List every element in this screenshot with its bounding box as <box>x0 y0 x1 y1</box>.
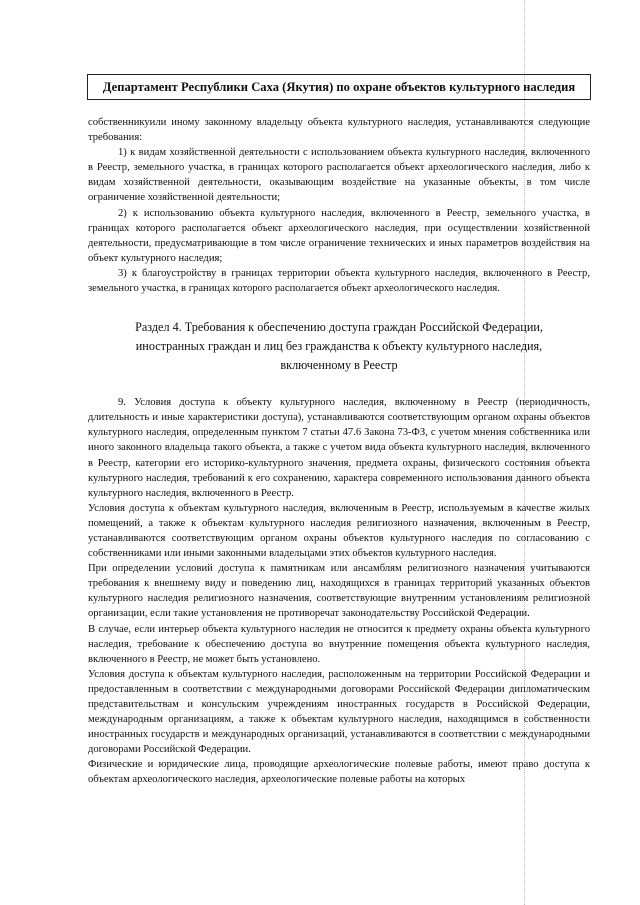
paragraph-access-residential: Условия доступа к объектам культурного наследия, включенным в Реестр, используемым в качестве жилых помещений, а также к объектам культурного наследия религиозного назначения, включенным в Реестр, устанавливаются соответствующим органом охраны объектов культурного наследия по согласованию с собственниками или иными законными владельцами этих объектов культурного наследия. <box>88 502 590 560</box>
department-header <box>87 74 591 100</box>
document-body <box>88 115 590 788</box>
paragraph-9: 9. Условия доступа к объекту культурного наследия, включенному в Реестр (периодичность, длительность и иные характеристики доступа), устанавливаются соответствующим органом охраны объектов культурного наследия, определенным пунктом 7 статьи 47.6 Закона 73-ФЗ, с учетом мнения собственника или иного законного владельца такого объекта, а также с учетом вида объекта культурного наследия, включенного в Реестр, категории его историко-культурного значения, предмета охраны, физического состояния объекта культурного наследия, требований к его сохранению, характера современного использования данного объекта культурного наследия, включенного в Реестр. <box>88 397 590 499</box>
paragraph-interior: В случае, если интерьер объекта культурного наследия не относится к предмету охраны объекта культурного наследия, требование к обеспечению доступа во внутренние помещения объекта культурного наследия, включенного в Реестр, не может быть установлено. <box>88 623 590 665</box>
paragraph-item-2: 2) к использованию объекта культурного наследия, включенного в Реестр, земельного участка, в границах которого располагается объект археологического наследия, при осуществлении хозяйственной деятельности, предусматривающие в том числе ограничение технических и иных параметров воздействия на объект культурного наследия; <box>88 207 590 264</box>
paragraph-intro: собственникуили иному законному владельцу объекта культурного наследия, устанавливаются следующие требования: <box>88 117 590 144</box>
paragraph-item-1: 1) к видам хозяйственной деятельности с использованием объекта культурного наследия, включенного в Реестр, земельного участка, в границах которого располагается объект археологического наследия, либо к видам хозяйственной деятельности, оказывающим воздействие на указанные объекты, в том числе ограничение хозяйственной деятельности; <box>88 147 590 204</box>
paragraph-item-3: 3) к благоустройству в границах территории объекта культурного наследия, включенного в Реестр, земельного участка, в границах которого располагается объект археологического наследия. <box>88 267 590 295</box>
section-heading: Раздел 4. Требования к обеспечению доступа граждан Российской Федерации, иностранных граждан и лиц без гражданства к объекту культурного наследия, включенному в Реестр <box>135 320 543 373</box>
department-title: Департамент Республики Саха (Якутия) по охране объектов культурного наследия <box>102 79 576 94</box>
paragraph-access-religious: При определении условий доступа к памятникам или ансамблям религиозного назначения учитываются требования к внешнему виду и поведению лиц, находящихся в границах территорий указанных объектов культурного наследия религиозного назначения, соответствующие внутренним установлениям религиозной организации, если такие установления не противоречат законодательству Российской Федерации. <box>88 563 590 620</box>
paragraph-archaeology: Физические и юридические лица, проводящие археологические полевые работы, имеют право доступа к объектам археологического наследия, археологические полевые работы на которых <box>88 759 590 786</box>
paragraph-diplomatic: Условия доступа к объектам культурного наследия, расположенным на территории Российской Федерации и предоставленным в соответствии с международными договорами Российской Федерации дипломатическим представительствам и консульским учреждениям иностранных государств в Российской Федерации, международным организациям, а также к объектам культурного наследия, находящимся в собственности иностранных государств и международных организаций, устанавливаются в соответствии с международными договорами Российской Федерации. <box>88 668 590 756</box>
